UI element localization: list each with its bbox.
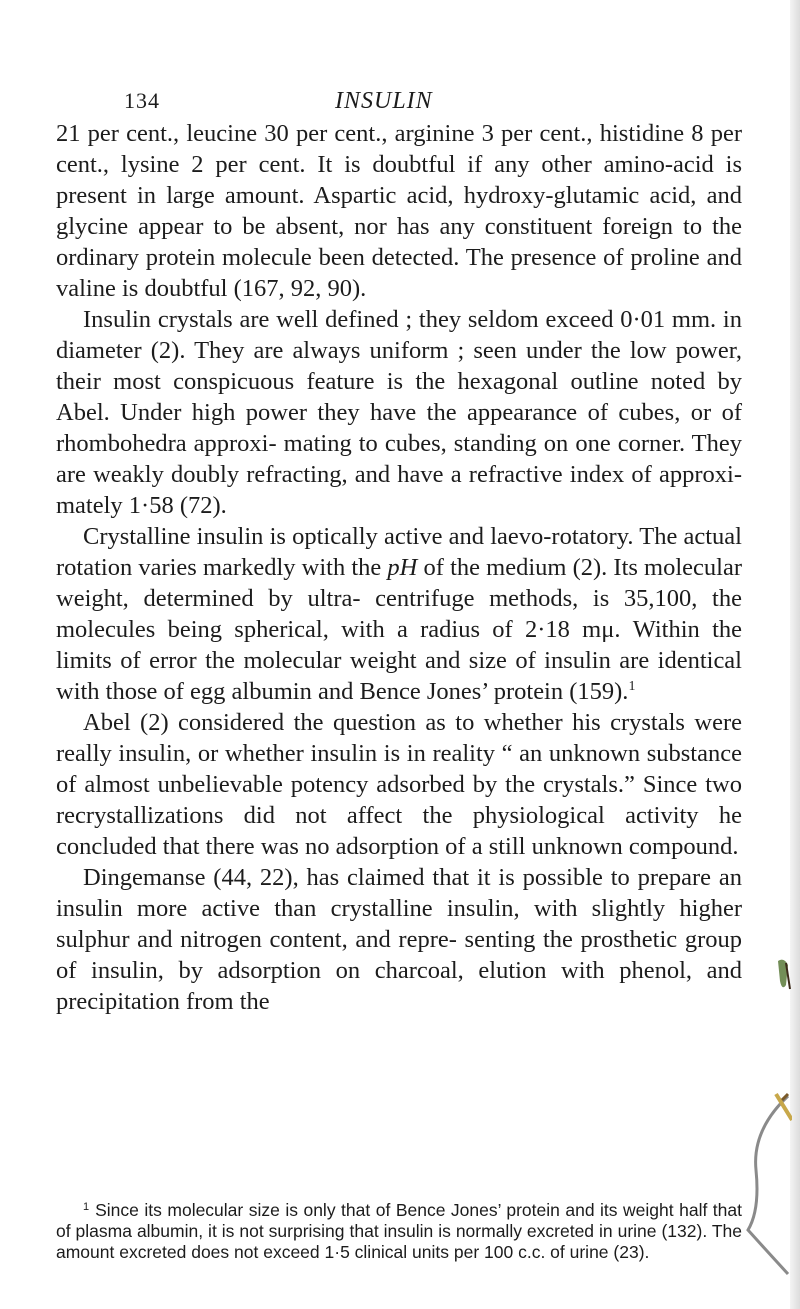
paragraph-3-text-a: Crystalline insulin is optically active and laevo-rotatory. The actual rotation varies markedly with the: [56, 523, 742, 581]
footnote-reference: 1: [628, 679, 636, 694]
ink-mark-icon: [772, 955, 796, 995]
ph-term: pH: [387, 554, 418, 581]
footnote: [56, 1197, 742, 1263]
paragraph-1: 21 per cent., leucine 30 per cent., arginine 3 per cent., histidine 8 per cent., lysine 2 per cent. It is doubtful if any other amino-acid is present in large amount. Aspartic acid, hydroxy-glutamic acid, and glycine appear to be absent, nor has any constituent foreign to the ordinary protein molecule been detected. The presence of proline and valine is doubtful (167, 92, 90).: [56, 120, 742, 302]
paragraph-5: Dingemanse (44, 22), has claimed that it is possible to prepare an insulin more active than crystalline insulin, with slightly higher sulphur and nitrogen content, and repre- senting the prosthetic group of insulin, by adsorption on charcoal, elution with phenol, and precipitation from the: [56, 864, 742, 1015]
paragraph-3-text-b: of the medium (2). Its molecular weight, determined by ultra- centrifuge methods, is 35,100, the molecules being spherical, with a radius of 2·18 mμ. Within the limits of error the molecular weight and size of insulin are identical with those of egg albumin and Bence Jones’ protein (159).: [56, 554, 742, 705]
paragraph-2: Insulin crystals are well defined ; they seldom exceed 0·01 mm. in diameter (2). They are always uniform ; seen under the low power, their most conspicuous feature is the hexagonal outline noted by Abel. Under high power they have the appearance of cubes, or of rhombohedra approxi- mating to cubes, standing on one corner. They are weakly doubly refracting, and have a refractive index of approxi- mately 1·58 (72).: [56, 306, 742, 519]
body-text: [56, 118, 742, 1017]
paragraph-3: [56, 521, 742, 707]
footnote-marker: 1: [83, 1201, 90, 1213]
page-number: 134: [124, 88, 160, 113]
footnote-text: Since its molecular size is only that of Bence Jones’ protein and its weight half that of plasma albumin, it is not surprising that insulin is normally excreted in urine (132). The amount excreted does not exceed 1·5 clinical units per 100 c.c. of urine (23).: [56, 1200, 742, 1262]
bracket-mark-icon: [736, 1090, 792, 1280]
paragraph-4: Abel (2) considered the question as to whether his crystals were really insulin, or whether insulin is in reality “ an unknown substance of almost unbelievable potency adsorbed by the crystals.” Since two recrystallizations did not affect the physiological activity he concluded that there was no adsorption of a still unknown compound.: [56, 709, 742, 860]
footnote-paragraph: [56, 1197, 742, 1263]
running-title: INSULIN: [335, 88, 433, 114]
